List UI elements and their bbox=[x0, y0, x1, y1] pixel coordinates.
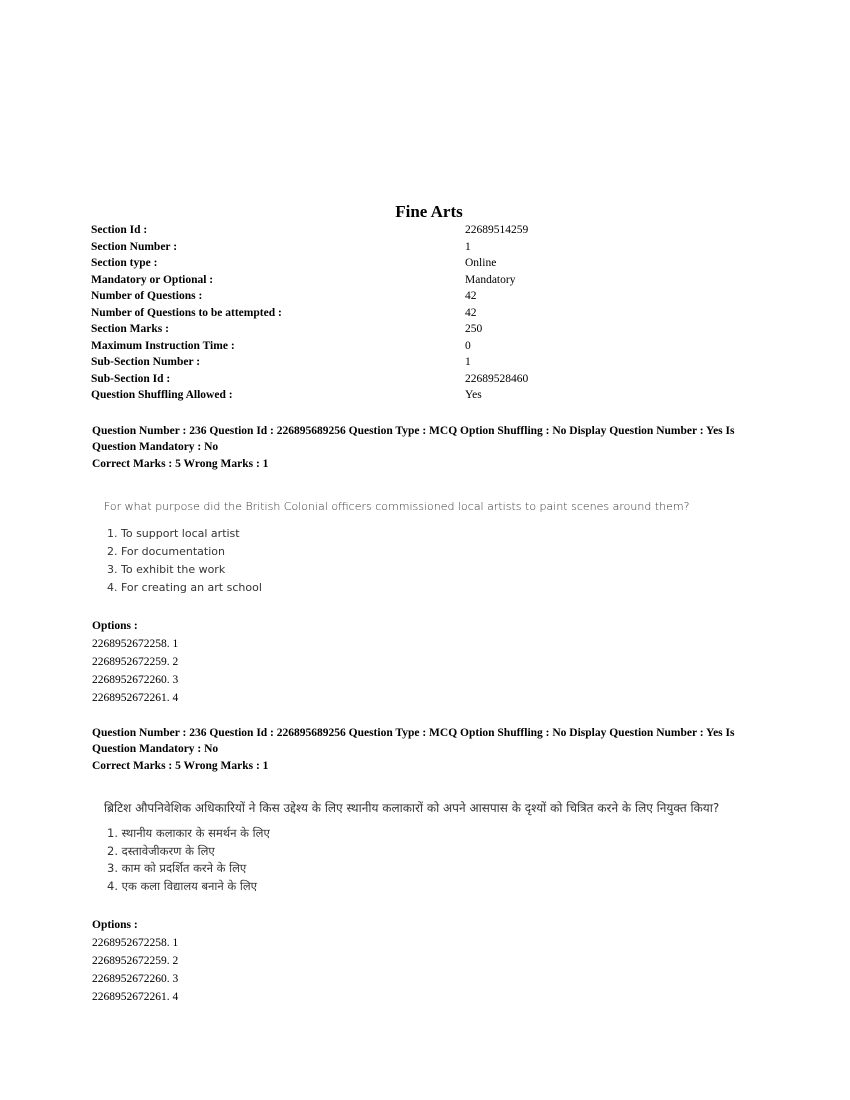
section-info-table bbox=[91, 224, 528, 406]
info-row bbox=[91, 307, 528, 324]
info-label: Section Marks : bbox=[91, 323, 169, 335]
question-marks: Correct Marks : 5 Wrong Marks : 1 bbox=[92, 759, 269, 772]
answer-choice: 2. For documentation bbox=[107, 545, 225, 559]
answer-choices bbox=[92, 525, 772, 596]
question-text: ब्रिटिश औपनिवेशिक अधिकारियों ने किस उद्देश्य के लिए स्थानीय कलाकारों को अपने आसपास के दृश्यों को चित्रित करने के लिए नियुक्त किया? bbox=[104, 801, 720, 816]
info-label: Sub-Section Id : bbox=[91, 372, 171, 385]
options-label: Options : bbox=[92, 919, 138, 932]
info-value: 250 bbox=[465, 323, 483, 335]
info-row bbox=[91, 356, 528, 373]
question-meta-line: Question Mandatory : No bbox=[92, 743, 219, 756]
answer-choice: 4. एक कला विद्यालय बनाने के लिए bbox=[107, 878, 258, 893]
info-row bbox=[91, 340, 528, 357]
info-label: Number of Questions : bbox=[91, 290, 203, 302]
info-value: 22689514259 bbox=[465, 224, 529, 236]
question-meta bbox=[92, 725, 772, 774]
options-list bbox=[92, 917, 772, 1006]
option-item: 2268952672261. 4 bbox=[92, 692, 179, 705]
question-block-english bbox=[92, 423, 772, 707]
info-row bbox=[91, 274, 528, 291]
info-label: Section Number : bbox=[91, 240, 178, 253]
info-row bbox=[91, 224, 528, 241]
info-value: 1 bbox=[465, 356, 471, 368]
option-item: 2268952672258. 1 bbox=[92, 937, 179, 950]
answer-choice: 3. To exhibit the work bbox=[107, 562, 226, 576]
answer-choice: 2. दस्तावेजीकरण के लिए bbox=[107, 843, 215, 858]
info-value: 0 bbox=[465, 339, 471, 352]
section-title: Fine Arts bbox=[395, 202, 463, 221]
info-label: Number of Questions to be attempted : bbox=[91, 306, 282, 319]
info-value: 42 bbox=[465, 306, 477, 319]
question-block-hindi bbox=[92, 725, 772, 1006]
question-meta-line: Question Number : 236 Question Id : 226895689256 Question Type : MCQ Option Shuffling : No Display Question Number : Yes Is bbox=[92, 727, 735, 739]
info-label: Section Id : bbox=[91, 224, 148, 236]
info-row bbox=[91, 241, 528, 258]
answer-choice: 4. For creating an art school bbox=[107, 580, 262, 594]
info-label: Sub-Section Number : bbox=[91, 356, 201, 368]
answer-choice: 1. To support local artist bbox=[107, 527, 240, 541]
info-value: 22689528460 bbox=[465, 372, 529, 385]
question-marks: Correct Marks : 5 Wrong Marks : 1 bbox=[92, 457, 269, 470]
answer-choices bbox=[92, 825, 772, 895]
info-label: Mandatory or Optional : bbox=[91, 273, 214, 286]
option-item: 2268952672260. 3 bbox=[92, 674, 179, 687]
option-item: 2268952672259. 2 bbox=[92, 656, 179, 669]
info-value: Online bbox=[465, 257, 497, 269]
info-label: Section type : bbox=[91, 257, 158, 269]
options-label: Options : bbox=[92, 620, 138, 633]
info-row bbox=[91, 373, 528, 390]
option-item: 2268952672260. 3 bbox=[92, 973, 179, 986]
question-text: For what purpose did the British Colonial officers commissioned local artists to paint scenes around them? bbox=[104, 500, 690, 514]
info-label: Question Shuffling Allowed : bbox=[91, 389, 233, 401]
info-row bbox=[91, 290, 528, 307]
question-meta-line: Question Mandatory : No bbox=[92, 441, 219, 454]
info-value: 1 bbox=[465, 240, 471, 253]
question-meta bbox=[92, 423, 772, 472]
info-value: 42 bbox=[465, 290, 477, 302]
info-value: Mandatory bbox=[465, 273, 516, 286]
info-row bbox=[91, 257, 528, 274]
info-label: Maximum Instruction Time : bbox=[91, 339, 235, 352]
answer-choice: 1. स्थानीय कलाकार के समर्थन के लिए bbox=[107, 826, 270, 841]
info-row bbox=[91, 389, 528, 406]
question-meta-line: Question Number : 236 Question Id : 226895689256 Question Type : MCQ Option Shuffling : No Display Question Number : Yes Is bbox=[92, 425, 735, 437]
info-row bbox=[91, 323, 528, 340]
options-list bbox=[92, 618, 772, 707]
answer-choice: 3. काम को प्रदर्शित करने के लिए bbox=[107, 861, 247, 876]
option-item: 2268952672259. 2 bbox=[92, 955, 179, 968]
option-item: 2268952672258. 1 bbox=[92, 638, 179, 651]
info-value: Yes bbox=[465, 389, 482, 401]
option-item: 2268952672261. 4 bbox=[92, 991, 179, 1004]
